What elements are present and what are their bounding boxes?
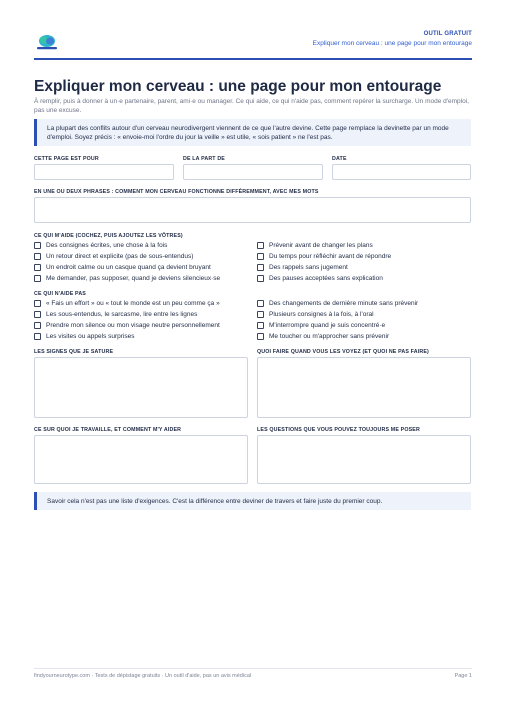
checkbox[interactable] — [257, 264, 264, 271]
intro-text: À remplir, puis à donner à un·e partenaire, parent, ami·e ou manager. Ce qui aide, ce qui n'aide pas, comment repérer la surcharge. Un mode d'emploi, pas une excuse. — [34, 98, 469, 114]
intro-callout: La plupart des conflits autour d'un cerveau neurodivergent viennent de ce que l'autre devine. Cette page remplace la devinette par un mode d'emploi. Soyez précis : « envoie-moi l'ordre du jour la veille » est utile, « sois patient » ne l'est pas. — [34, 119, 471, 146]
date-field[interactable] — [332, 164, 471, 180]
work-field[interactable] — [34, 435, 248, 484]
helps-item[interactable]: Des pauses acceptées sans explication — [257, 273, 383, 283]
checkbox[interactable] — [34, 264, 41, 271]
checkbox[interactable] — [257, 333, 264, 340]
date-label: DATE — [332, 156, 347, 162]
hurts-item[interactable]: Me toucher ou m'approcher sans prévenir — [257, 331, 389, 341]
hurts-item[interactable]: Plusieurs consignes à la fois, à l'oral — [257, 309, 374, 319]
checkbox[interactable] — [257, 311, 264, 318]
checkbox[interactable] — [34, 322, 41, 329]
header-subtitle: Expliquer mon cerveau : une page pour mon entourage — [312, 40, 472, 47]
checkbox[interactable] — [257, 242, 264, 249]
helps-item[interactable]: Des consignes écrites, une chose à la fois — [34, 240, 167, 250]
checkbox[interactable] — [34, 253, 41, 260]
checkbox[interactable] — [257, 253, 264, 260]
header-kicker: OUTIL GRATUIT — [423, 31, 472, 37]
summary-field[interactable] — [34, 197, 471, 223]
for-label: CETTE PAGE EST POUR — [34, 156, 99, 162]
signs-field[interactable] — [34, 357, 248, 418]
hurts-item[interactable]: M'interrompre quand je suis concentré·e — [257, 320, 385, 330]
hurts-item[interactable]: Les sous-entendus, le sarcasme, lire entre les lignes — [34, 309, 197, 319]
what-to-do-field[interactable] — [257, 357, 471, 418]
signs-label: LES SIGNES QUE JE SATURE — [34, 349, 114, 355]
hurts-item[interactable]: Des changements de dernière minute sans prévenir — [257, 298, 418, 308]
checkbox[interactable] — [34, 333, 41, 340]
header-divider — [34, 58, 472, 60]
checkbox[interactable] — [257, 275, 264, 282]
checkbox[interactable] — [34, 311, 41, 318]
helps-item[interactable]: Un retour direct et explicite (pas de sous-entendus) — [34, 251, 193, 261]
helps-item[interactable]: Du temps pour réfléchir avant de répondre — [257, 251, 391, 261]
from-label: DE LA PART DE — [183, 156, 225, 162]
hurts-item[interactable]: Prendre mon silence ou mon visage neutre personnellement — [34, 320, 220, 330]
hurts-item[interactable]: Les visites ou appels surprises — [34, 331, 135, 341]
helps-item[interactable]: Me demander, pas supposer, quand je deviens silencieux·se — [34, 273, 220, 283]
footer-divider — [34, 668, 472, 669]
checkbox[interactable] — [34, 275, 41, 282]
checkbox[interactable] — [257, 300, 264, 307]
summary-label: EN UNE OU DEUX PHRASES : COMMENT MON CERVEAU FONCTIONNE DIFFÉREMMENT, AVEC MES MOTS — [34, 189, 319, 195]
checkbox[interactable] — [34, 242, 41, 249]
checkbox[interactable] — [34, 300, 41, 307]
questions-label: LES QUESTIONS QUE VOUS POUVEZ TOUJOURS ME POSER — [257, 427, 420, 433]
closing-callout: Savoir cela n'est pas une liste d'exigences. C'est la différence entre deviner de travers et faire juste du premier coup. — [34, 492, 471, 510]
brain-globe-logo — [34, 33, 60, 51]
questions-field[interactable] — [257, 435, 471, 484]
hurts-item[interactable]: « Fais un effort » ou « tout le monde est un peu comme ça » — [34, 298, 220, 308]
footer-text: findyourneurotype.com · Tests de dépistage gratuits · Un outil d'aide, pas un avis médical — [34, 673, 252, 679]
helps-item[interactable]: Un endroit calme ou un casque quand ça devient bruyant — [34, 262, 211, 272]
page-title: Expliquer mon cerveau : une page pour mon entourage — [34, 78, 442, 95]
for-field[interactable] — [34, 164, 174, 180]
helps-item[interactable]: Prévenir avant de changer les plans — [257, 240, 373, 250]
page-number: Page 1 — [454, 673, 472, 679]
helps-item[interactable]: Des rappels sans jugement — [257, 262, 348, 272]
helps-label: CE QUI M'AIDE (COCHEZ, PUIS AJOUTEZ LES VÔTRES) — [34, 233, 183, 239]
work-label: CE SUR QUOI JE TRAVAILLE, ET COMMENT M'Y AIDER — [34, 427, 182, 433]
hurts-label: CE QUI N'AIDE PAS — [34, 291, 86, 297]
what-to-do-label: QUOI FAIRE QUAND VOUS LES VOYEZ (ET QUOI NE PAS FAIRE) — [257, 349, 429, 355]
checkbox[interactable] — [257, 322, 264, 329]
from-field[interactable] — [183, 164, 323, 180]
